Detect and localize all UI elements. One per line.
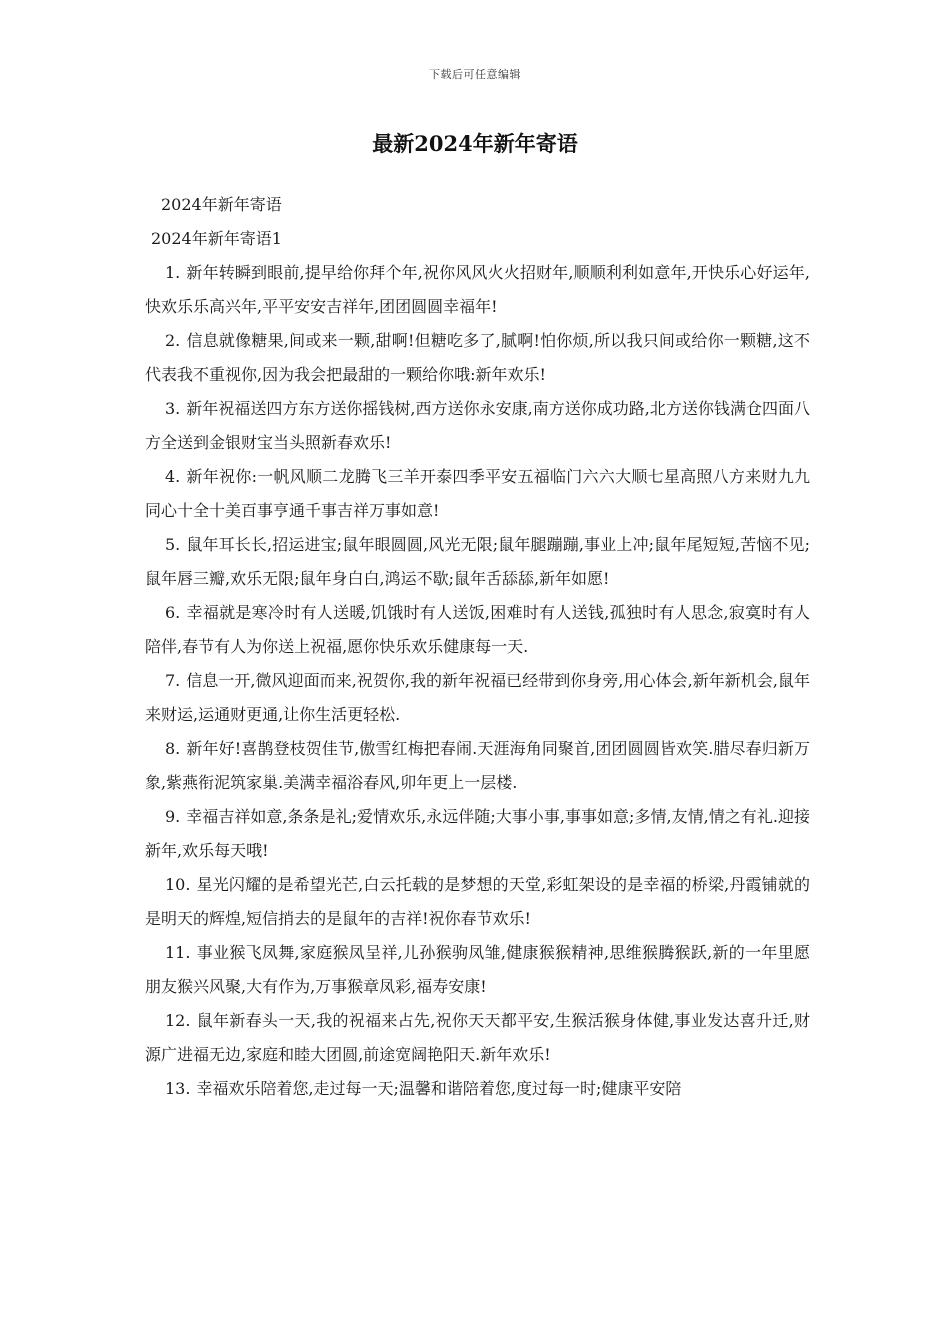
page-header-note: 下载后可任意编辑 (429, 68, 521, 81)
item-number: 3. (165, 399, 181, 418)
list-item (145, 664, 810, 732)
item-text: 鼠年耳长长,招运进宝;鼠年眼圆圆,风光无限;鼠年腿蹦蹦,事业上冲;鼠年尾短短,苦恼不见;鼠年唇三瓣,欢乐无限;鼠年身白白,鸿运不歇;鼠年舌舔舔,新年如愿! (145, 535, 810, 588)
item-number: 9. (165, 807, 181, 826)
item-text: 新年祝福送四方东方送你摇钱树,西方送你永安康,南方送你成功路,北方送你钱满仓四面八方全送到金银财宝当头照新春欢乐! (145, 399, 810, 452)
list-item (145, 800, 810, 868)
item-text: 新年转瞬到眼前,提早给你拜个年,祝你风风火火招财年,顺顺利利如意年,开快乐心好运年,快欢乐乐高兴年,平平安安吉祥年,团团圆圆幸福年! (145, 263, 810, 316)
item-text: 幸福吉祥如意,条条是礼;爱情欢乐,永远伴随;大事小事,事事如意;多情,友情,情之有礼.迎接新年,欢乐每天哦! (145, 807, 810, 860)
item-number: 10. (165, 875, 191, 894)
list-item (145, 1004, 810, 1072)
subheading: 2024年新年寄语 (161, 195, 282, 214)
item-text: 星光闪耀的是希望光芒,白云托载的是梦想的天堂,彩虹架设的是幸福的桥梁,丹霞铺就的是明天的辉煌,短信捎去的是鼠年的吉祥!祝你春节欢乐! (145, 875, 810, 928)
item-number: 13. (165, 1079, 191, 1098)
list-item (145, 732, 810, 800)
list-item (145, 324, 810, 392)
list-item (145, 936, 810, 1004)
document-body (145, 188, 810, 1106)
list-item (145, 868, 810, 936)
list-item (145, 460, 810, 528)
item-text: 新年好!喜鹊登枝贺佳节,傲雪红梅把春闹.天涯海角同聚首,团团圆圆皆欢笑.腊尽春归新万象,紫燕衔泥筑家巢.美满幸福浴春风,卯年更上一层楼. (145, 739, 810, 792)
item-number: 12. (165, 1011, 191, 1030)
list-item (145, 1072, 810, 1106)
document-title: 最新2024年新年寄语 (372, 131, 578, 156)
item-text: 幸福欢乐陪着您,走过每一天;温馨和谐陪着您,度过每一时;健康平安陪 (196, 1079, 682, 1098)
item-number: 1. (165, 263, 181, 282)
item-number: 2. (165, 331, 181, 350)
item-number: 11. (165, 943, 191, 962)
item-text: 事业猴飞凤舞,家庭猴凤呈祥,儿孙猴驹凤雏,健康猴猴精神,思维猴腾猴跃,新的一年里愿朋友猴兴风聚,大有作为,万事猴章凤彩,福寿安康! (145, 943, 810, 996)
list-item (145, 528, 810, 596)
item-number: 5. (165, 535, 181, 554)
list-item (145, 596, 810, 664)
list-item (145, 392, 810, 460)
item-text: 信息就像糖果,间或来一颗,甜啊!但糖吃多了,腻啊!怕你烦,所以我只间或给你一颗糖,这不代表我不重视你,因为我会把最甜的一颗给你哦:新年欢乐! (145, 331, 810, 384)
item-number: 4. (165, 467, 181, 486)
item-number: 8. (165, 739, 181, 758)
list-item (145, 256, 810, 324)
item-text: 鼠年新春头一天,我的祝福来占先,祝你天天都平安,生猴活猴身体健,事业发达喜升迁,财源广进福无边,家庭和睦大团圆,前途宽阔艳阳天.新年欢乐! (145, 1011, 810, 1064)
section-heading: 2024年新年寄语1 (151, 229, 282, 248)
item-number: 7. (165, 671, 181, 690)
item-text: 幸福就是寒冷时有人送暖,饥饿时有人送饭,困难时有人送钱,孤独时有人思念,寂寞时有人陪伴,春节有人为你送上祝福,愿你快乐欢乐健康每一天. (145, 603, 810, 656)
item-text: 新年祝你:一帆风顺二龙腾飞三羊开泰四季平安五福临门六六大顺七星高照八方来财九九同心十全十美百事亨通千事吉祥万事如意! (145, 467, 810, 520)
item-text: 信息一开,微风迎面而来,祝贺你,我的新年祝福已经带到你身旁,用心体会,新年新机会,鼠年来财运,运通财更通,让你生活更轻松. (145, 671, 810, 724)
item-number: 6. (165, 603, 181, 622)
